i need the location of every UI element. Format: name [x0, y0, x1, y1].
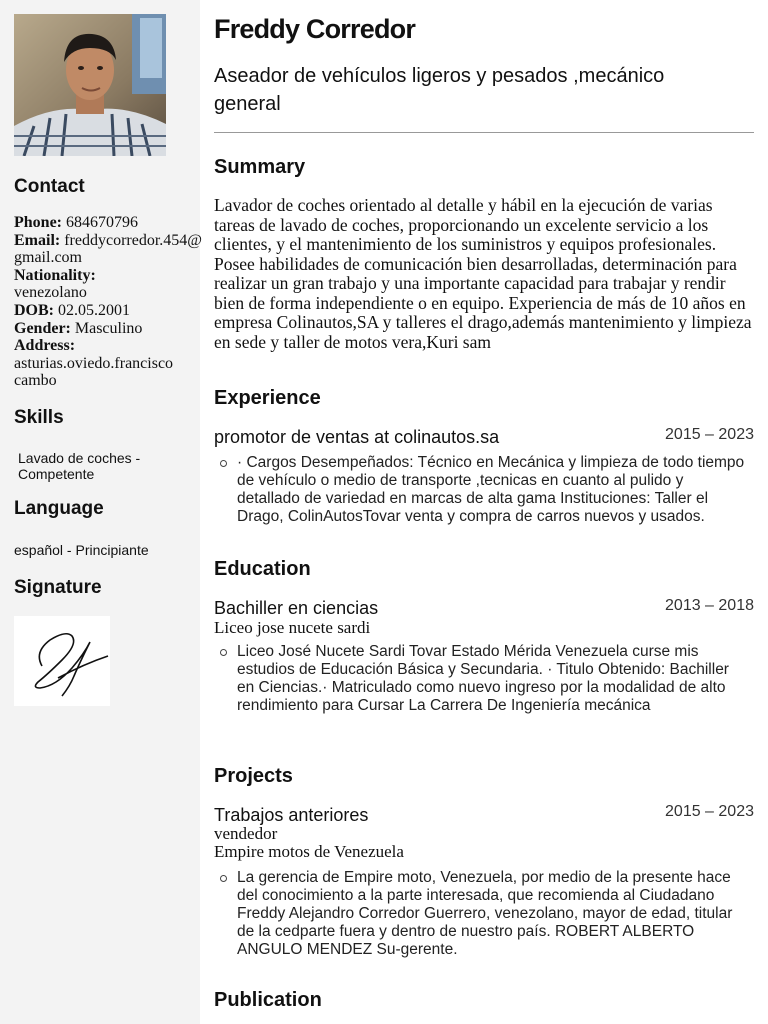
- education-dates: 2013 – 2018: [665, 597, 754, 614]
- dob-value: 02.05.2001: [58, 301, 130, 319]
- address-label: Address:: [14, 337, 76, 355]
- project-bullet: La gerencia de Empire moto, Venezuela, por medio de la presente hace del conocimiento a la parte interesada, que recomienda al Ciudadano Freddy Alejandro Corredor Guerrero, venezolano, mayor de edad, titular de la cedparte fuera y dentro de nuestro país. ROBERT ALBERTO ANGULO MENDEZ Su-gerente.: [237, 869, 749, 959]
- profile-photo: [14, 14, 166, 156]
- address-value: asturias.oviedo.francisco cambo: [14, 354, 174, 390]
- email-row: [14, 232, 206, 267]
- contact-heading: Contact: [14, 176, 85, 197]
- nationality-value: venezolano: [14, 284, 87, 302]
- education-title: Bachiller en ciencias: [214, 598, 379, 618]
- project-title: Trabajos anteriores: [214, 805, 369, 825]
- signature-heading: Signature: [14, 577, 102, 598]
- project-role: vendedor: [214, 824, 278, 843]
- summary-text: Lavador de coches orientado al detalle y hábil en la ejecución de varias tareas de lavado de coches, proporcionando un excelente servicio a los clientes, y el mantenimiento de los suministros y equipos profesionales. Posee habilidades de comunicación bien desarrolladas, determinación para realizar un gran trabajo y una importante capacidad para trabajar y rendir bien de forma independiente o en equipo. Experiencia de más de 10 años en empresa Colinautos,SA y talleres el drago,además mantenimiento y limpieza en sede y taller de motos vera,Kuri sam: [214, 195, 752, 352]
- nationality-label: Nationality:: [14, 266, 96, 284]
- education-heading: Education: [214, 558, 311, 580]
- dob-label: DOB:: [14, 301, 54, 319]
- candidate-name: Freddy Corredor: [214, 14, 416, 44]
- experience-dates: 2015 – 2023: [665, 426, 754, 443]
- phone-label: Phone:: [14, 214, 62, 231]
- project-org: Empire motos de Venezuela: [214, 842, 404, 861]
- gender-value: Masculino: [74, 319, 143, 337]
- job-title: Aseador de vehículos ligeros y pesados ,mecánico general: [214, 65, 665, 115]
- dob-row: [14, 302, 206, 320]
- project-dates: 2015 – 2023: [665, 803, 754, 820]
- skills-heading: Skills: [14, 407, 64, 428]
- header-divider: [214, 132, 754, 133]
- experience-heading: Experience: [214, 387, 321, 409]
- education-bullet: Liceo José Nucete Sardi Tovar Estado Mérida Venezuela curse mis estudios de Educación Básica y Secundaria. · Titulo Obtenido: Bachiller en Ciencias.· Matriculado como nuevo ingreso por la modalidad de alto rendimiento para Cursar La Carrera De Ingeniería mecánica: [237, 643, 749, 715]
- publication-heading: Publication: [214, 989, 322, 1011]
- email-value[interactable]: freddycorredor.454@gmail.com: [14, 231, 203, 267]
- language-item: español - Principiante: [14, 542, 149, 558]
- phone-value[interactable]: 684670796: [66, 214, 138, 231]
- language-heading: Language: [14, 498, 104, 519]
- address-row: [14, 337, 206, 390]
- gender-row: [14, 320, 206, 338]
- education-school: Liceo jose nucete sardi: [214, 618, 371, 637]
- summary-heading: Summary: [214, 156, 306, 178]
- phone-row: [14, 214, 206, 232]
- contact-details: [14, 214, 206, 390]
- email-label: Email:: [14, 231, 61, 249]
- nationality-row: [14, 267, 206, 302]
- signature-image: [14, 616, 110, 706]
- projects-heading: Projects: [214, 765, 293, 787]
- experience-bullet: · Cargos Desempeñados: Técnico en Mecánica y limpieza de todo tiempo de vehículo o medio de transporte ,tecnicas en cuanto al pulido y detallado de variedad en marcas de alta gama Instituciones: Taller el Drago, ColinAutosTovar venta y compra de carros nuevos y usados.: [237, 454, 749, 526]
- skill-item: Lavado de coches - Competente: [18, 450, 141, 482]
- gender-label: Gender:: [14, 319, 71, 337]
- experience-title: promotor de ventas at colinautos.sa: [214, 427, 500, 447]
